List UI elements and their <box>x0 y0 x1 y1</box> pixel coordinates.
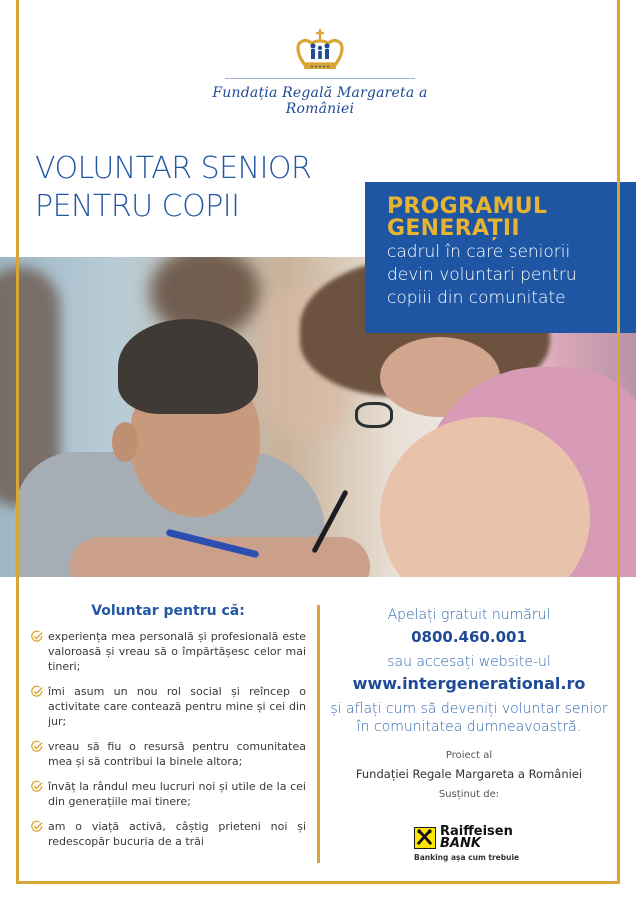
foundation-logo <box>190 28 450 117</box>
crown-icon <box>294 28 346 74</box>
supported-label: Susținut de: <box>438 789 500 800</box>
foundation-name: Fundația Regală Margareta a României <box>212 85 428 117</box>
info-line-2: în comunitatea dumneavoastră. <box>356 719 582 735</box>
reason-item <box>30 739 306 769</box>
check-circle-icon <box>30 630 44 643</box>
project-label: Proiect al <box>445 750 493 761</box>
reason-item <box>30 684 306 729</box>
phone-number-link[interactable]: 0800.460.001 <box>411 628 527 646</box>
title-line-2: PENTRU COPII <box>35 189 240 224</box>
program-title-line-2: GENERAȚII <box>387 216 520 241</box>
program-subtitle-line-3: copiii din comunitate <box>387 288 566 308</box>
reason-text: vreau să fiu o resursă pentru comunitatea mea și să contribui la binele altora; <box>48 740 306 768</box>
reason-text: îmi asum un nou rol social și reîncep o activitate care contează pentru mine și cei din jur; <box>48 685 306 728</box>
sponsor-name: Raiffeisen <box>440 824 513 839</box>
title-line-1: VOLUNTAR SENIOR <box>35 151 312 186</box>
reason-text: experiența mea personală și profesională este valoroasă și vreau să o împărtășesc celor mai tineri; <box>48 630 306 673</box>
reason-text: am o viață activă, câștig prieteni noi și redescopăr bucuria de a trăi <box>48 820 306 848</box>
raiffeisen-cross-icon <box>414 827 436 849</box>
call-label: Apelați gratuit numărul <box>387 607 551 623</box>
website-label: sau accesați website-ul <box>387 654 551 670</box>
website-link[interactable]: www.intergenerational.ro <box>352 674 586 693</box>
contact-section <box>330 606 608 800</box>
reason-item <box>30 629 306 674</box>
reason-text: învăț la rândul meu lucruri noi și utile de la cei din generațiile mai tinere; <box>48 780 306 808</box>
reason-item <box>30 819 306 849</box>
reasons-section <box>30 603 306 859</box>
program-promo-box <box>365 182 636 333</box>
check-circle-icon <box>30 780 44 793</box>
sponsor-logo <box>414 826 524 866</box>
program-subtitle-line-2: devin voluntari pentru <box>387 265 577 285</box>
sponsor-tagline: Banking așa cum trebuie <box>414 853 520 862</box>
info-line-1: și aflați cum să deveniți voluntar senior <box>330 701 608 717</box>
check-circle-icon <box>30 740 44 753</box>
program-title-line-1: PROGRAMUL <box>387 194 548 219</box>
check-circle-icon <box>30 820 44 833</box>
sponsor-name-bank: BANK <box>440 836 481 851</box>
reasons-heading: Voluntar pentru că: <box>91 603 245 619</box>
check-circle-icon <box>30 685 44 698</box>
column-divider <box>317 605 320 863</box>
foundation-credit: Fundației Regale Margareta a României <box>355 767 583 781</box>
page-title <box>35 150 311 226</box>
logo-divider <box>225 78 415 79</box>
program-subtitle-line-1: cadrul în care seniorii <box>387 242 571 262</box>
reason-item <box>30 779 306 809</box>
